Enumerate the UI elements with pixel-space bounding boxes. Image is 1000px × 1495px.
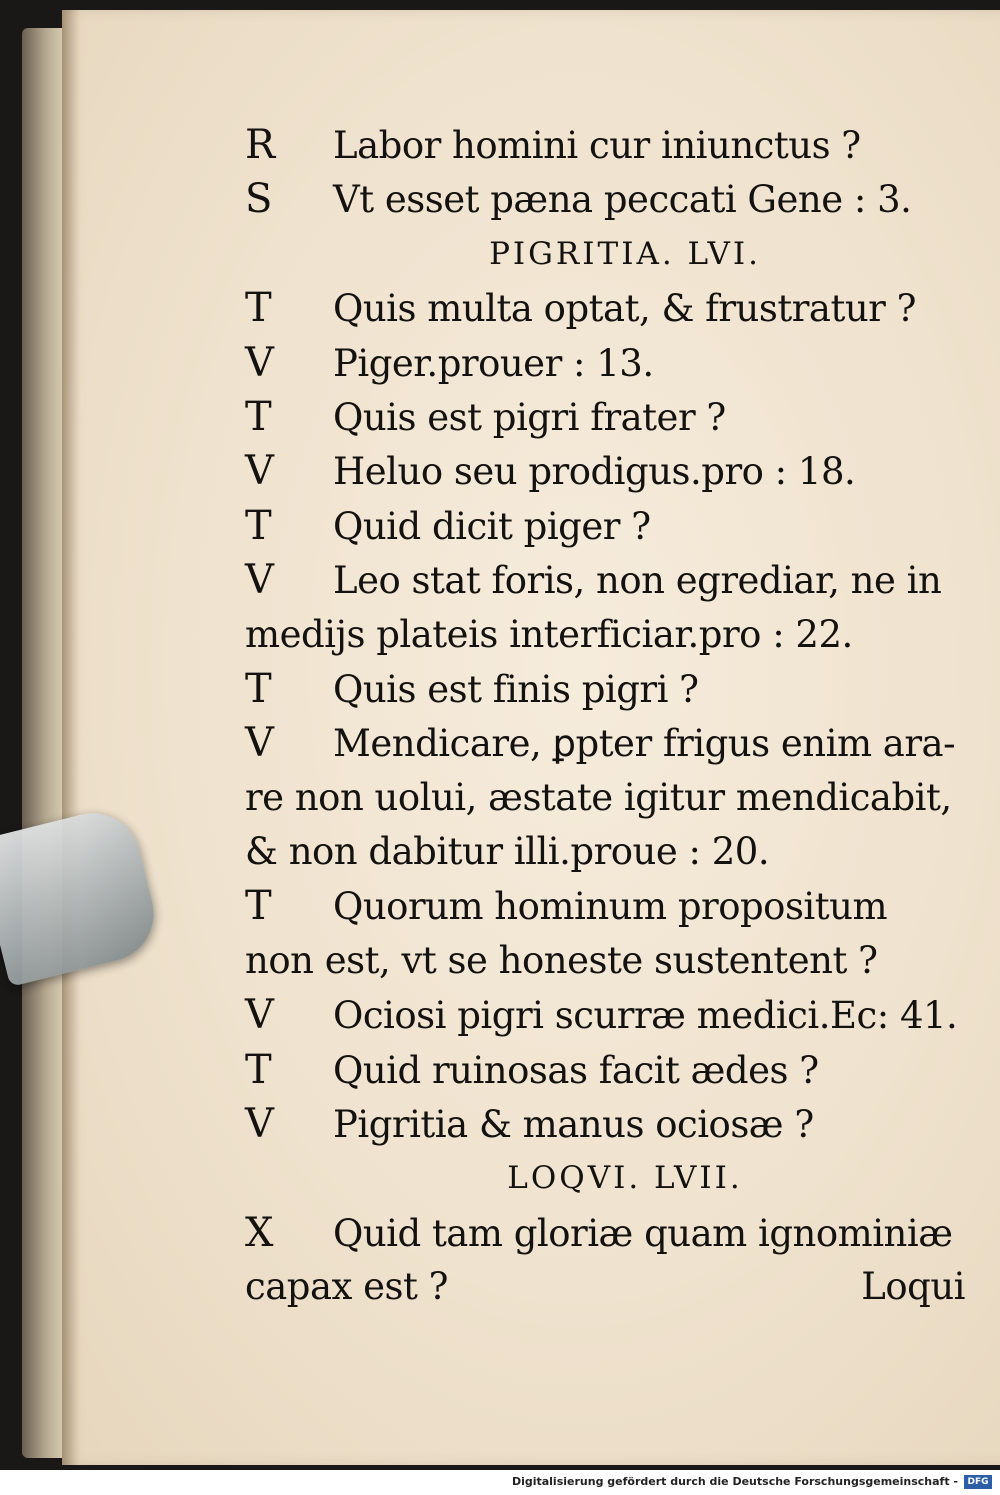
line-marker: T bbox=[245, 502, 272, 549]
line-text: re non uolui, æstate igitur mendicabit, bbox=[245, 775, 952, 819]
line-text: Quorum hominum propositum bbox=[333, 885, 888, 929]
line-text: Heluo seu prodigus.pro : 18. bbox=[333, 450, 856, 494]
line-marker: T bbox=[245, 285, 272, 332]
text-line bbox=[245, 336, 965, 390]
line-marker: V bbox=[245, 1101, 274, 1148]
text-line-continued bbox=[245, 608, 965, 662]
text-line-continued bbox=[245, 1260, 965, 1314]
text-line bbox=[245, 1206, 965, 1260]
line-marker: T bbox=[245, 665, 272, 712]
line-text: Leo stat foris, non egrediar, ne in bbox=[333, 559, 942, 603]
line-text: Ociosi pigri scurræ medici.Ec: 41. bbox=[333, 994, 958, 1038]
line-marker: V bbox=[245, 720, 274, 767]
line-marker: V bbox=[245, 557, 274, 604]
page-text bbox=[245, 118, 965, 1315]
text-line bbox=[245, 716, 965, 770]
line-text: Pigritia & manus ociosæ ? bbox=[333, 1103, 814, 1147]
line-text: Quid ruinosas facit ædes ? bbox=[333, 1048, 819, 1092]
line-marker: X bbox=[245, 1209, 273, 1256]
section-heading: LOQVI. LVII. bbox=[507, 1160, 743, 1197]
line-marker: R bbox=[245, 122, 275, 168]
funding-notice: Digitalisierung gefördert durch die Deutsche Forschungsgemeinschaft - bbox=[511, 1475, 958, 1488]
text-line bbox=[245, 444, 965, 498]
line-text: Quid tam gloriæ quam ignominiæ bbox=[333, 1211, 953, 1255]
text-line-continued bbox=[245, 825, 965, 879]
line-text: medijs plateis interficiar.pro : 22. bbox=[245, 612, 853, 656]
line-marker: T bbox=[245, 1046, 272, 1093]
line-text: non est, vt se honeste sustentent ? bbox=[245, 938, 878, 982]
line-text: Mendicare, ꝑpter frigus enim ara- bbox=[333, 722, 956, 766]
catchword: Loqui bbox=[861, 1265, 965, 1309]
line-marker: S bbox=[245, 176, 272, 223]
line-marker: V bbox=[245, 339, 274, 386]
line-marker: V bbox=[245, 448, 274, 495]
text-line bbox=[245, 662, 965, 716]
text-line bbox=[245, 499, 965, 553]
page-gutter-shadow bbox=[62, 10, 80, 1465]
line-text: Labor homini cur iniunctus ? bbox=[333, 124, 861, 167]
line-marker: T bbox=[245, 393, 272, 440]
text-line bbox=[245, 1043, 965, 1097]
line-marker: V bbox=[245, 992, 274, 1039]
dfg-logo: DFG bbox=[964, 1475, 992, 1489]
section-heading: PIGRITIA. LVI. bbox=[489, 235, 761, 272]
line-text: Quis multa optat, & frustratur ? bbox=[333, 287, 916, 331]
text-line bbox=[245, 988, 965, 1042]
line-text: Piger.prouer : 13. bbox=[333, 341, 654, 385]
text-line bbox=[245, 118, 965, 172]
text-line-continued bbox=[245, 771, 965, 825]
text-line bbox=[245, 172, 965, 226]
text-line bbox=[245, 281, 965, 335]
footer-bar bbox=[0, 1470, 1000, 1495]
text-line bbox=[245, 553, 965, 607]
line-text: capax est ? bbox=[245, 1265, 449, 1309]
text-line bbox=[245, 1097, 965, 1151]
line-text: Vt esset pæna peccati Gene : 3. bbox=[333, 178, 912, 222]
line-text: Quis est finis pigri ? bbox=[333, 667, 699, 711]
text-line bbox=[245, 390, 965, 444]
line-text: Quid dicit piger ? bbox=[333, 504, 651, 548]
line-text: & non dabitur illi.proue : 20. bbox=[245, 830, 770, 874]
text-line bbox=[245, 879, 965, 933]
line-text: Quis est pigri frater ? bbox=[333, 395, 726, 439]
text-line-continued bbox=[245, 934, 965, 988]
line-marker: T bbox=[245, 883, 272, 930]
